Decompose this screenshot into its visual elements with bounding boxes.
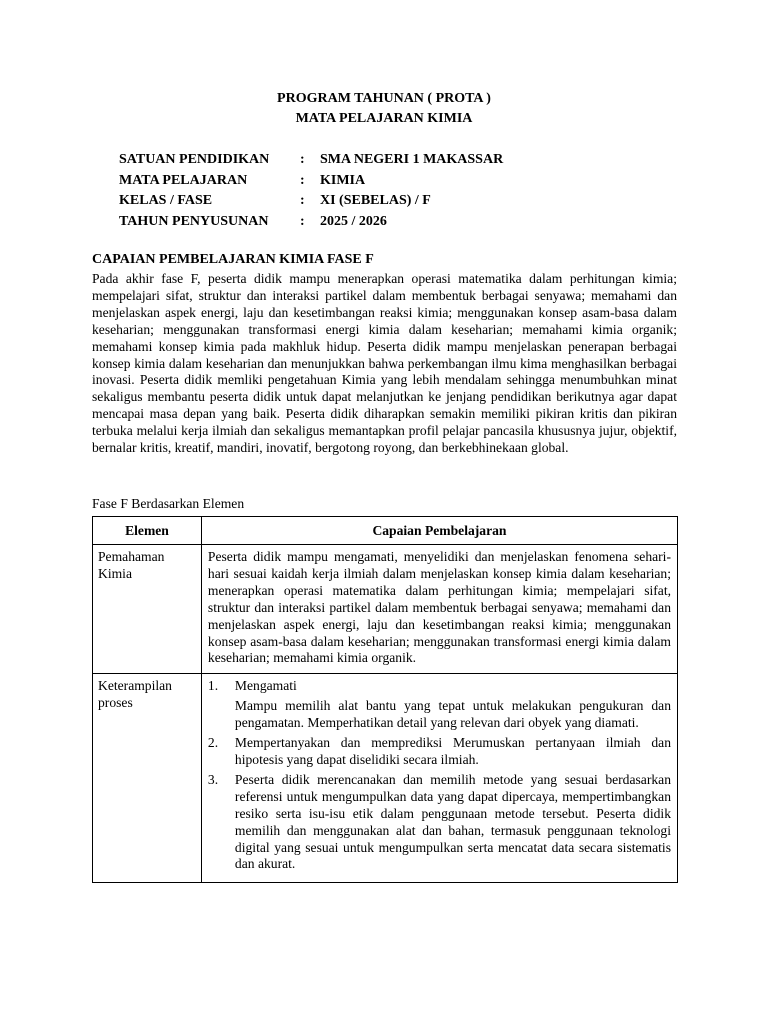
capaian-cell xyxy=(201,674,677,883)
document-subtitle: MATA PELAJARAN KIMIA xyxy=(295,111,473,126)
info-label: KELAS / FASE xyxy=(119,193,213,208)
info-colon: : xyxy=(300,193,305,208)
info-value: 2025 / 2026 xyxy=(320,213,387,229)
header-capaian: Capaian Pembelajaran xyxy=(201,517,677,545)
list-number: 3. xyxy=(207,771,219,787)
list-number: 2. xyxy=(207,735,219,751)
info-label: MATA PELAJARAN xyxy=(119,172,248,188)
step-title: Mempertanyakan dan memprediksi Merumuskan pertanyaan ilmiah dan hipotesis yang dapat diselidiki secara ilmiah. xyxy=(234,735,671,767)
info-colon: : xyxy=(300,172,305,188)
elemen-cell: Pemahaman Kimia xyxy=(93,545,202,674)
info-row-satuan-pendidikan xyxy=(119,151,503,172)
elemen-table xyxy=(92,516,678,883)
document-title: PROGRAM TAHUNAN ( PROTA ) xyxy=(277,91,491,106)
info-value: XI (SEBELAS) / F xyxy=(320,193,431,208)
info-label: TAHUN PENYUSUNAN xyxy=(119,213,269,229)
info-value: KIMIA xyxy=(320,172,366,188)
section-heading: CAPAIAN PEMBELAJARAN KIMIA FASE F xyxy=(92,252,374,267)
info-value: SMA NEGERI 1 MAKASSAR xyxy=(320,152,504,167)
step-title: Mengamati xyxy=(234,678,297,694)
list-item xyxy=(208,678,671,732)
list-item xyxy=(208,772,671,873)
table-caption: Fase F Berdasarkan Elemen xyxy=(92,496,245,511)
intro-paragraph: Pada akhir fase F, peserta didik mampu menerapkan operasi matematika dalam perhitungan kimia; mempelajari sifat, struktur dan interaksi partikel dalam membentuk berbagai senyawa; memahami dan menjelaskan aspek energi, laju dan kesetimbangan reaksi kimia; menggunakan konsep asam-basa dalam keseharian; menggunakan transformasi energi kimia dalam keseharian; memahami kimia organik; memahami konsep kimia pada makhluk hidup. Peserta didik mampu menjelaskan penerapan berbagai konsep kimia dalam keseharian dan menunjukkan bahwa perkembangan ilmu kima menghasilkan berbagai inovasi. Peserta didik memliki pengetahuan Kimia yang lebih mendalam sehingga menumbuhkan minat sekaligus membantu peserta didik untuk dapat melanjutkan ke jenjang pendidikan berikutnya agar dapat mencapai masa depan yang baik. Peserta didik diharapkan semakin memiliki pikiran kritis dan pikiran terbuka melalui kerja ilmiah dan sekaligus memantapkan profil pelajar pancasila khususnya jujur, objektif, bernalar kritis, kreatif, mandiri, inovatif, bergotong royong, dan berkebhinekaan global. xyxy=(92,271,677,456)
table-row xyxy=(93,545,678,674)
capaian-text: Peserta didik mampu mengamati, menyelidiki dan menjelaskan fenomena sehari-hari sesuai kaidah kerja ilmiah dalam menjelaskan konsep kimia dalam keseharian; menerapkan operasi matematika dalam perhitungan kimia; mempelajari sifat, struktur dan interaksi partikel dalam membentuk berbagai senyawa; memahami dan menjelaskan aspek energi, laju dan kesetimbangan reaksi kimia; menggunakan konsep asam-basa dalam keseharian; menggunakan transformasi energi kimia dalam keseharian; memahami kimia organik. xyxy=(207,549,671,666)
capaian-cell xyxy=(201,545,677,674)
step-detail: Mampu memilih alat bantu yang tepat untuk melakukan pengukuran dan pengamatan. Memperhatikan detail yang relevan dari obyek yang diamati. xyxy=(234,698,671,731)
list-item xyxy=(208,735,671,769)
header-elemen: Elemen xyxy=(93,517,202,545)
info-row-tahun-penyusunan xyxy=(119,213,503,234)
info-colon: : xyxy=(300,213,305,229)
table-row xyxy=(93,674,678,883)
info-row-mata-pelajaran xyxy=(119,172,503,193)
step-title: Peserta didik merencanakan dan memilih metode yang sesuai berdasarkan referensi untuk mengumpulkan data yang dapat dipercaya, mempertimbangkan resiko serta isu-isu etik dalam penggunaan metode tersebut. Peserta didik memilih dan menggunakan alat dan bahan, termasuk penggunaan teknologi digital yang sesuai untuk mengumpulkan serta mencatat data secara sistematis dan akurat. xyxy=(234,771,671,872)
elemen-cell: Keterampilan proses xyxy=(93,674,202,883)
list-number: 1. xyxy=(207,678,219,694)
table-header-row xyxy=(93,517,678,545)
info-label: SATUAN PENDIDIKAN xyxy=(119,152,270,167)
process-steps-list xyxy=(208,678,671,873)
info-colon: : xyxy=(300,152,305,167)
identity-block xyxy=(119,151,503,233)
info-row-kelas-fase xyxy=(119,192,503,213)
